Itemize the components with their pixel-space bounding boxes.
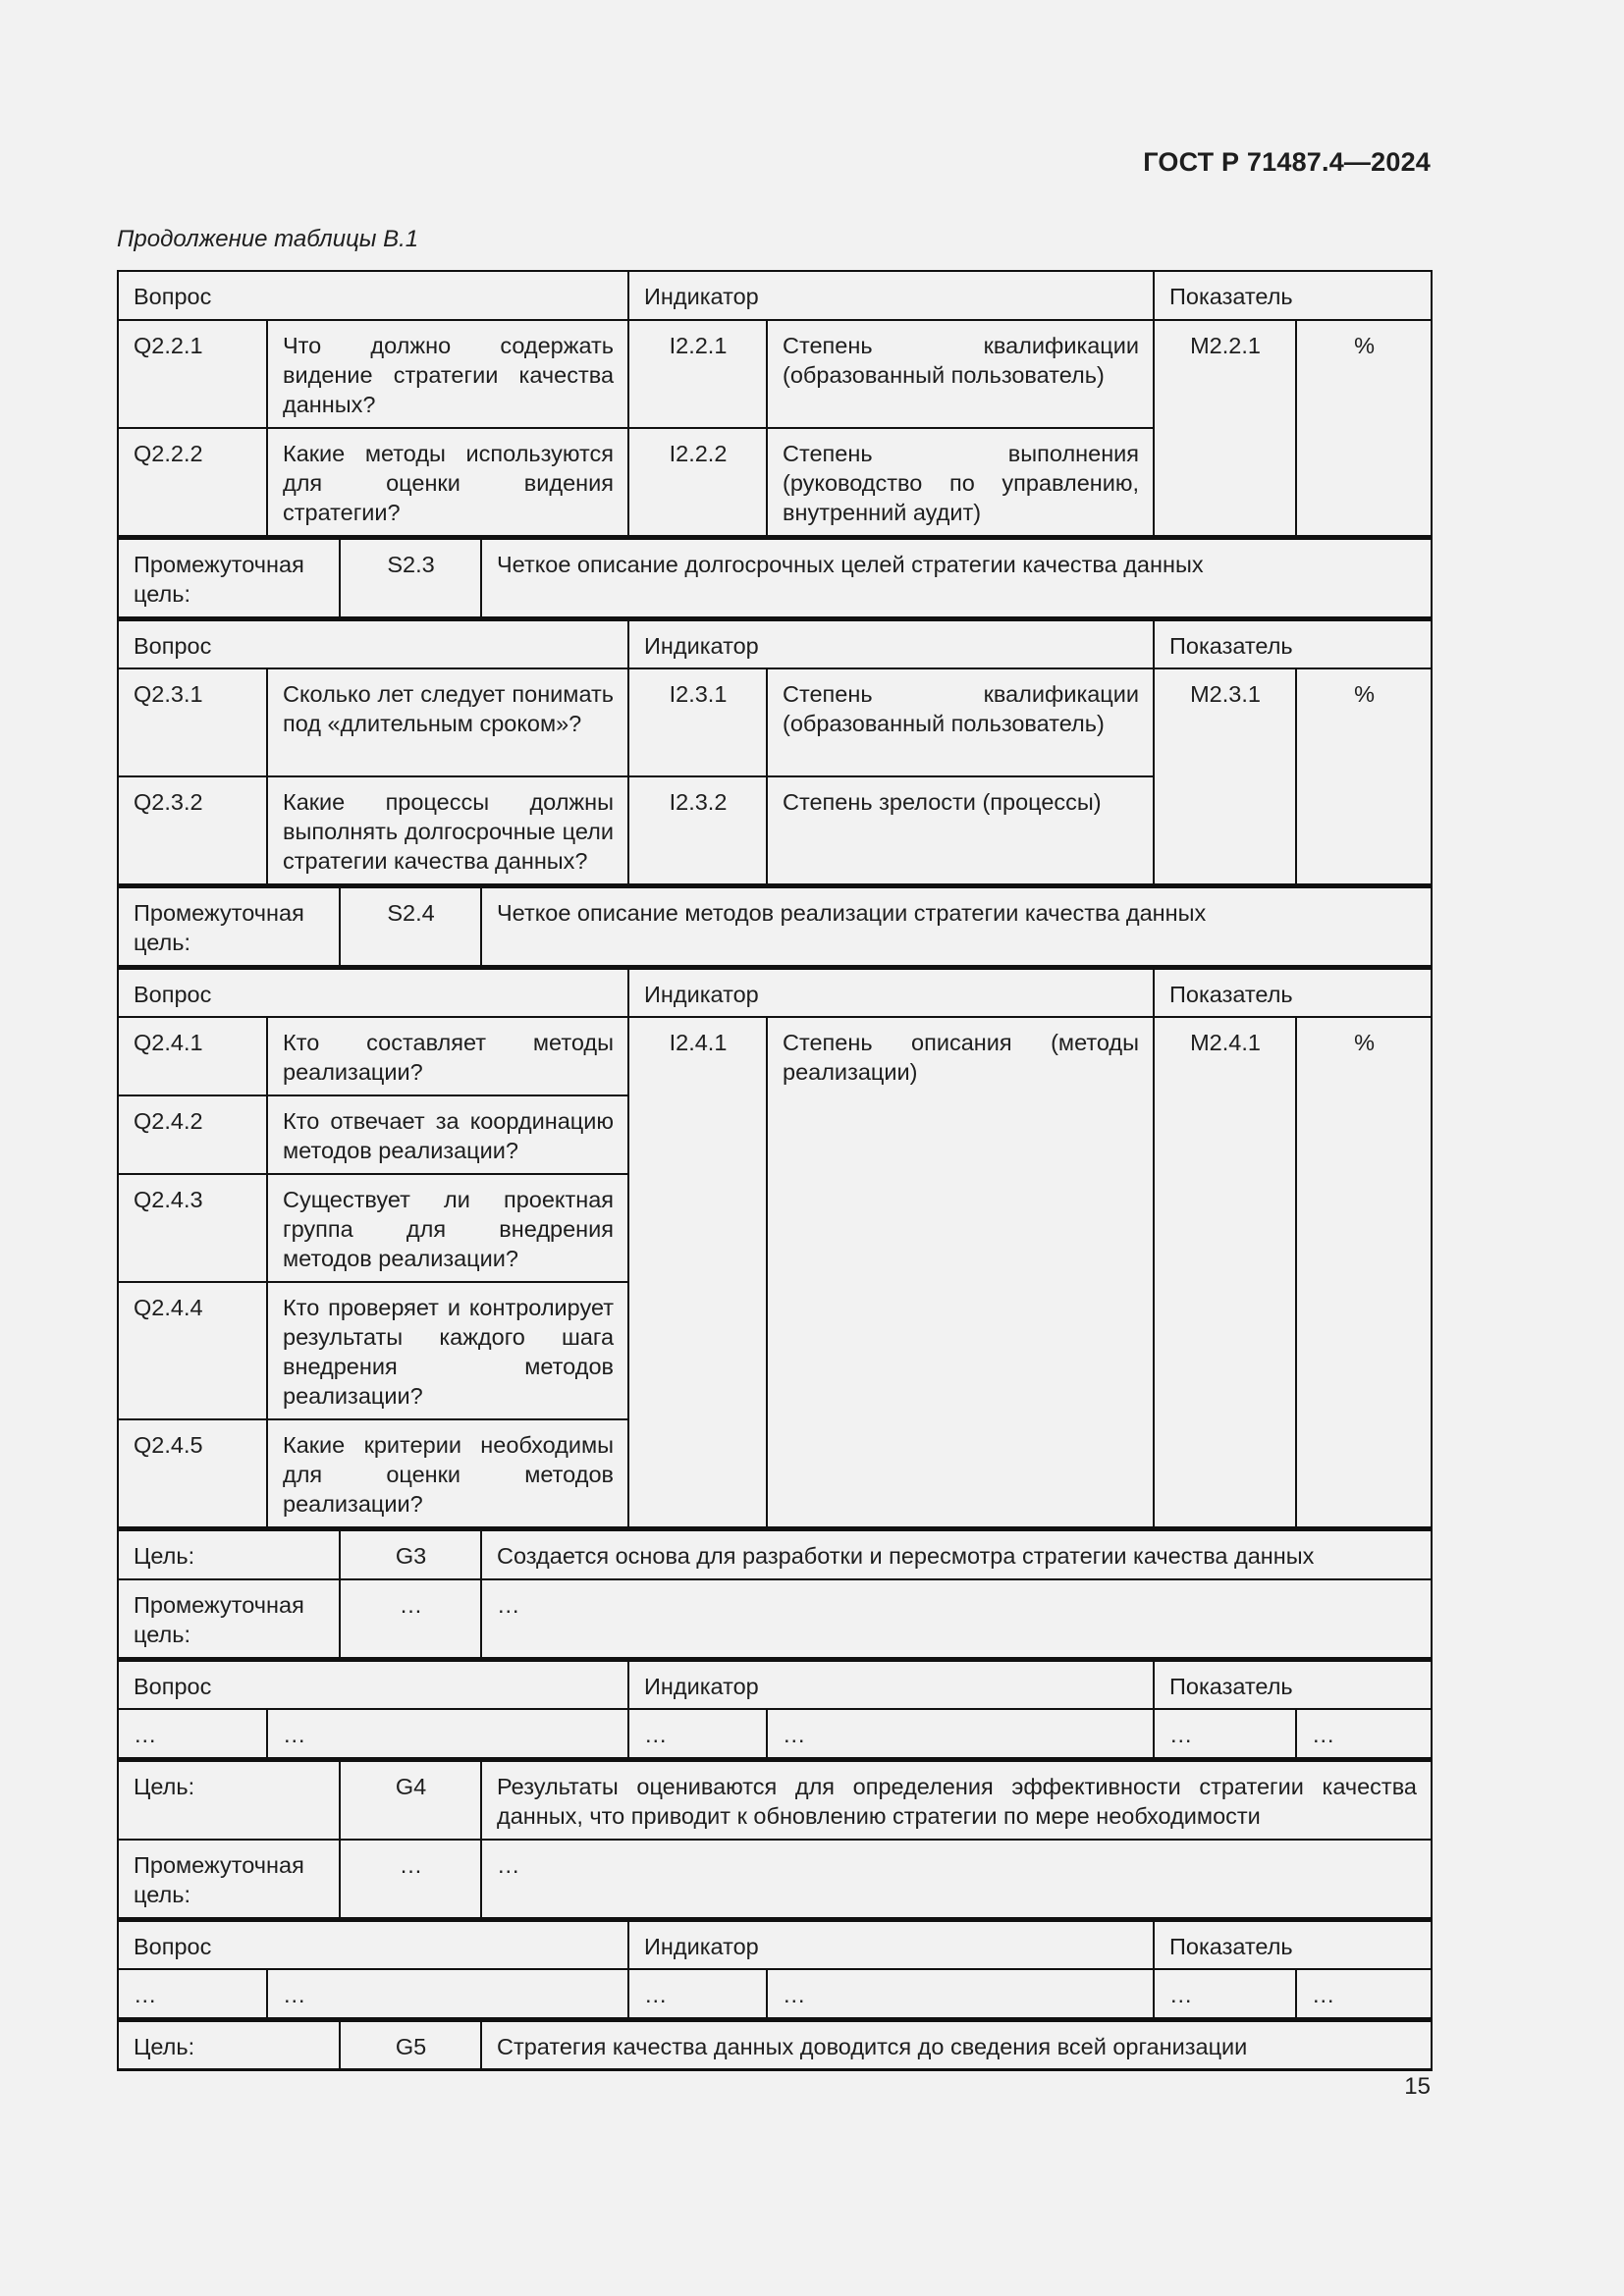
- question-header: Вопрос: [118, 1920, 628, 1969]
- metric-unit: …: [1296, 1709, 1432, 1758]
- column-header-row: [118, 1920, 1432, 1969]
- subgoal-text: …: [481, 1840, 1432, 1918]
- question-text: …: [267, 1709, 628, 1758]
- indicator-header: Индикатор: [628, 1660, 1154, 1709]
- question-id: Q2.3.2: [118, 776, 267, 884]
- questions-block-g3: [117, 1659, 1433, 1760]
- indicator-id: I2.3.1: [628, 668, 767, 776]
- question-text: Кто отвечает за координацию методов реализации?: [267, 1095, 628, 1174]
- table-row: [118, 1017, 1432, 1095]
- subgoal-text: Четкое описание методов реализации стратегии качества данных: [481, 887, 1432, 966]
- question-id: Q2.2.1: [118, 320, 267, 428]
- indicator-header: Индикатор: [628, 619, 1154, 668]
- subgoal-block-s2-3: [117, 537, 1433, 618]
- indicator-text: Степень квалификации (образованный пользователь): [767, 320, 1154, 428]
- column-header-row: [118, 1660, 1432, 1709]
- goal-label: Цель:: [118, 1761, 340, 1840]
- table-row: [118, 1969, 1432, 2018]
- question-text: Что должно содержать видение стратегии качества данных?: [267, 320, 628, 428]
- table-b1: [117, 270, 1431, 2071]
- metric-header: Показатель: [1154, 619, 1432, 668]
- indicator-id: I2.2.2: [628, 428, 767, 536]
- metric-header: Показатель: [1154, 1920, 1432, 1969]
- indicator-text: Степень зрелости (процессы): [767, 776, 1154, 884]
- metric-unit: %: [1296, 1017, 1432, 1527]
- question-id: Q2.4.2: [118, 1095, 267, 1174]
- column-header-row: [118, 619, 1432, 668]
- question-text: …: [267, 1969, 628, 2018]
- question-header: Вопрос: [118, 968, 628, 1017]
- subgoal-label: Промежуточная цель:: [118, 1579, 340, 1658]
- metric-id: M2.4.1: [1154, 1017, 1296, 1527]
- question-text: Какие методы используются для оценки видения стратегии?: [267, 428, 628, 536]
- question-text: Существует ли проектная группа для внедрения методов реализации?: [267, 1174, 628, 1282]
- subgoal-row: [118, 539, 1432, 617]
- goal-block-g3: [117, 1528, 1433, 1659]
- question-text: Какие критерии необходимы для оценки методов реализации?: [267, 1419, 628, 1527]
- question-id: Q2.4.5: [118, 1419, 267, 1527]
- metric-id: M2.3.1: [1154, 668, 1296, 884]
- indicator-id: …: [628, 1969, 767, 2018]
- question-id: Q2.2.2: [118, 428, 267, 536]
- goal-row: [118, 2021, 1432, 2070]
- indicator-id: I2.4.1: [628, 1017, 767, 1527]
- goal-text: Стратегия качества данных доводится до сведения всей организации: [481, 2021, 1432, 2070]
- question-header: Вопрос: [118, 271, 628, 320]
- indicator-id: …: [628, 1709, 767, 1758]
- subgoal-text: Четкое описание долгосрочных целей стратегии качества данных: [481, 539, 1432, 617]
- goal-id: G5: [340, 2021, 481, 2070]
- goal-id: G4: [340, 1761, 481, 1840]
- indicator-text: Степень описания (методы реализации): [767, 1017, 1154, 1527]
- goal-row: [118, 1530, 1432, 1579]
- questions-block-g4: [117, 1919, 1433, 2020]
- metric-id: …: [1154, 1969, 1296, 2018]
- metric-header: Показатель: [1154, 968, 1432, 1017]
- question-id: …: [118, 1969, 267, 2018]
- table-row: [118, 668, 1432, 776]
- subgoal-label: Промежуточная цель:: [118, 1840, 340, 1918]
- goal-block-g5: [117, 2019, 1433, 2071]
- subgoal-id: …: [340, 1840, 481, 1918]
- goal-block-g4: [117, 1759, 1433, 1919]
- column-header-row: [118, 968, 1432, 1017]
- question-id: Q2.3.1: [118, 668, 267, 776]
- indicator-header: Индикатор: [628, 271, 1154, 320]
- indicator-text: Степень квалификации (образованный пользователь): [767, 668, 1154, 776]
- question-header: Вопрос: [118, 1660, 628, 1709]
- questions-block-2-3: [117, 618, 1433, 886]
- subgoal-block-s2-4: [117, 885, 1433, 967]
- goal-text: Создается основа для разработки и пересмотра стратегии качества данных: [481, 1530, 1432, 1579]
- metric-id: M2.2.1: [1154, 320, 1296, 536]
- question-id: Q2.4.3: [118, 1174, 267, 1282]
- subgoal-id: S2.4: [340, 887, 481, 966]
- subgoal-row: [118, 1840, 1432, 1918]
- indicator-text: …: [767, 1969, 1154, 2018]
- question-header: Вопрос: [118, 619, 628, 668]
- subgoal-row: [118, 1579, 1432, 1658]
- document-standard-header: ГОСТ Р 71487.4—2024: [1143, 147, 1431, 177]
- subgoal-label: Промежуточная цель:: [118, 887, 340, 966]
- subgoal-id: …: [340, 1579, 481, 1658]
- goal-row: [118, 1761, 1432, 1840]
- question-text: Кто проверяет и контролирует результаты каждого шага внедрения методов реализации?: [267, 1282, 628, 1419]
- indicator-text: …: [767, 1709, 1154, 1758]
- page-number: 15: [1404, 2073, 1431, 2100]
- indicator-text: Степень выполнения (руководство по управлению, внутренний аудит): [767, 428, 1154, 536]
- indicator-header: Индикатор: [628, 1920, 1154, 1969]
- goal-label: Цель:: [118, 1530, 340, 1579]
- goal-id: G3: [340, 1530, 481, 1579]
- metric-id: …: [1154, 1709, 1296, 1758]
- question-text: Какие процессы должны выполнять долгосрочные цели стратегии качества данных?: [267, 776, 628, 884]
- subgoal-label: Промежуточная цель:: [118, 539, 340, 617]
- metric-unit: %: [1296, 320, 1432, 536]
- questions-block-2-2: [117, 270, 1433, 537]
- indicator-id: I2.2.1: [628, 320, 767, 428]
- subgoal-text: …: [481, 1579, 1432, 1658]
- table-row: [118, 1709, 1432, 1758]
- goal-text: Результаты оцениваются для определения эффективности стратегии качества данных, что приводит к обновлению стратегии по мере необходимости: [481, 1761, 1432, 1840]
- metric-unit: …: [1296, 1969, 1432, 2018]
- question-text: Сколько лет следует понимать под «длительным сроком»?: [267, 668, 628, 776]
- metric-header: Показатель: [1154, 271, 1432, 320]
- question-text: Кто составляет методы реализации?: [267, 1017, 628, 1095]
- question-id: Q2.4.1: [118, 1017, 267, 1095]
- indicator-id: I2.3.2: [628, 776, 767, 884]
- goal-label: Цель:: [118, 2021, 340, 2070]
- questions-block-2-4: [117, 967, 1433, 1529]
- metric-unit: %: [1296, 668, 1432, 884]
- column-header-row: [118, 271, 1432, 320]
- subgoal-id: S2.3: [340, 539, 481, 617]
- indicator-header: Индикатор: [628, 968, 1154, 1017]
- table-row: [118, 320, 1432, 428]
- metric-header: Показатель: [1154, 1660, 1432, 1709]
- question-id: …: [118, 1709, 267, 1758]
- subgoal-row: [118, 887, 1432, 966]
- question-id: Q2.4.4: [118, 1282, 267, 1419]
- table-caption: Продолжение таблицы В.1: [117, 226, 419, 252]
